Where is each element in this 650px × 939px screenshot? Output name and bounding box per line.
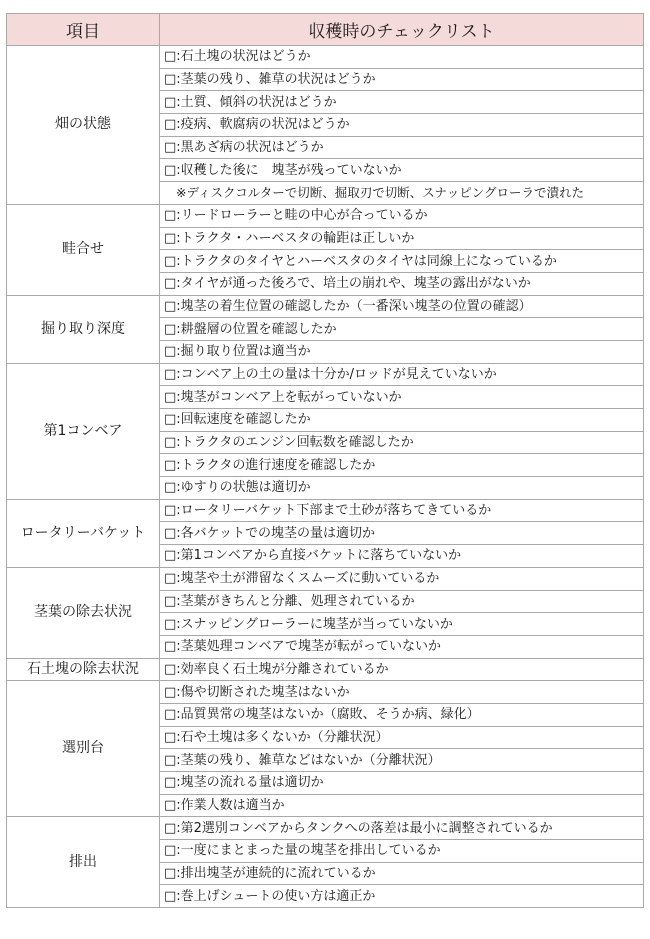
checklist-item: □:一度にまとまった量の塊茎を排出しているか: [160, 840, 644, 863]
checklist-item: □:耕盤層の位置を確認したか: [160, 318, 644, 341]
checklist-item: □:黒あざ病の状況はどうか: [160, 136, 644, 159]
checklist-item: □:塊茎がコンベア上を転がっていないか: [160, 386, 644, 409]
category-cell: 茎葉の除去状況: [7, 567, 160, 658]
header-checklist: 収穫時のチェックリスト: [160, 14, 644, 46]
checklist-row: [7, 658, 644, 681]
category-cell: 掘り取り深度: [7, 295, 160, 363]
checklist-item: □:各バケットでの塊茎の量は適切か: [160, 522, 644, 545]
checklist-item: □:リードローラーと畦の中心が合っているか: [160, 204, 644, 227]
checklist-item: □:ゆすりの状態は適切か: [160, 477, 644, 500]
category-cell: 畑の状態: [7, 46, 160, 205]
checklist-item: □:掘り取り位置は適当か: [160, 340, 644, 363]
checklist-item: □:トラクタのタイヤとハーベスタのタイヤは同線上になっているか: [160, 250, 644, 273]
checklist-row: [7, 204, 644, 227]
checklist-item: □:第1コンベアから直接バケットに落ちていないか: [160, 545, 644, 568]
checklist-item: □:ロータリーバケット下部まで土砂が落ちてきているか: [160, 499, 644, 522]
checklist-item: □:茎葉の残り、雑草などはないか（分離状況）: [160, 749, 644, 772]
checklist-item: □:傷や切断された塊茎はないか: [160, 681, 644, 704]
checklist-item: □:巻上げシュートの使い方は適正か: [160, 885, 644, 908]
checklist-item: □:トラクタの進行速度を確認したか: [160, 454, 644, 477]
checklist-row: [7, 681, 644, 704]
header-item: 項目: [7, 14, 160, 46]
checklist-row: [7, 817, 644, 840]
checklist-row: [7, 295, 644, 318]
checklist-item: □:回転速度を確認したか: [160, 409, 644, 432]
checklist-item: □:第2選別コンベアからタンクへの落差は最小に調整されているか: [160, 817, 644, 840]
checklist-item: □:土質、傾斜の状況はどうか: [160, 91, 644, 114]
checklist-item: □:茎葉の残り、雑草の状況はどうか: [160, 68, 644, 91]
checklist-item: □:塊茎の流れる量は適切か: [160, 772, 644, 795]
checklist-body: [7, 46, 644, 908]
checklist-row: [7, 567, 644, 590]
checklist-item: □:石や土塊は多くないか（分離状況）: [160, 726, 644, 749]
category-cell: 第1コンベア: [7, 363, 160, 499]
checklist-item: □:茎葉処理コンベアで塊茎が転がっていないか: [160, 635, 644, 658]
checklist-item: □:スナッピングローラーに塊茎が当っていないか: [160, 613, 644, 636]
checklist-item: □:コンベア上の土の量は十分か/ロッドが見えていないか: [160, 363, 644, 386]
category-cell: ロータリーバケット: [7, 499, 160, 567]
checklist-item: □:作業人数は適当か: [160, 794, 644, 817]
category-cell: 石土塊の除去状況: [7, 658, 160, 681]
checklist-row: [7, 46, 644, 69]
checklist-item: □:塊茎の着生位置の確認したか（一番深い塊茎の位置の確認）: [160, 295, 644, 318]
checklist-item: □:トラクタ・ハーベスタの輪距は正しいか: [160, 227, 644, 250]
checklist-item: □:石土塊の状況はどうか: [160, 46, 644, 69]
checklist-note: ※ディスクコルターで切断、掘取刃で切断、スナッピングローラで潰れた: [160, 182, 644, 205]
category-cell: 選別台: [7, 681, 160, 817]
checklist-item: □:品質異常の塊茎はないか（腐敗、そうか病、緑化）: [160, 703, 644, 726]
harvest-checklist-table: [6, 13, 644, 908]
checklist-item: □:タイヤが通った後ろで、培土の崩れや、塊茎の露出がないか: [160, 272, 644, 295]
checklist-item: □:トラクタのエンジン回転数を確認したか: [160, 431, 644, 454]
category-cell: 畦合せ: [7, 204, 160, 295]
checklist-row: [7, 499, 644, 522]
checklist-item: □:疫病、軟腐病の状況はどうか: [160, 114, 644, 137]
checklist-item: □:塊茎や土が滞留なくスムーズに動いているか: [160, 567, 644, 590]
checklist-row: [7, 363, 644, 386]
checklist-item: □:排出塊茎が連続的に流れているか: [160, 862, 644, 885]
checklist-item: □:効率良く石土塊が分離されているか: [160, 658, 644, 681]
checklist-item: □:茎葉がきちんと分離、処理されているか: [160, 590, 644, 613]
header-row: [7, 14, 644, 46]
checklist-item: □:収穫した後に 塊茎が残っていないか: [160, 159, 644, 182]
category-cell: 排出: [7, 817, 160, 908]
